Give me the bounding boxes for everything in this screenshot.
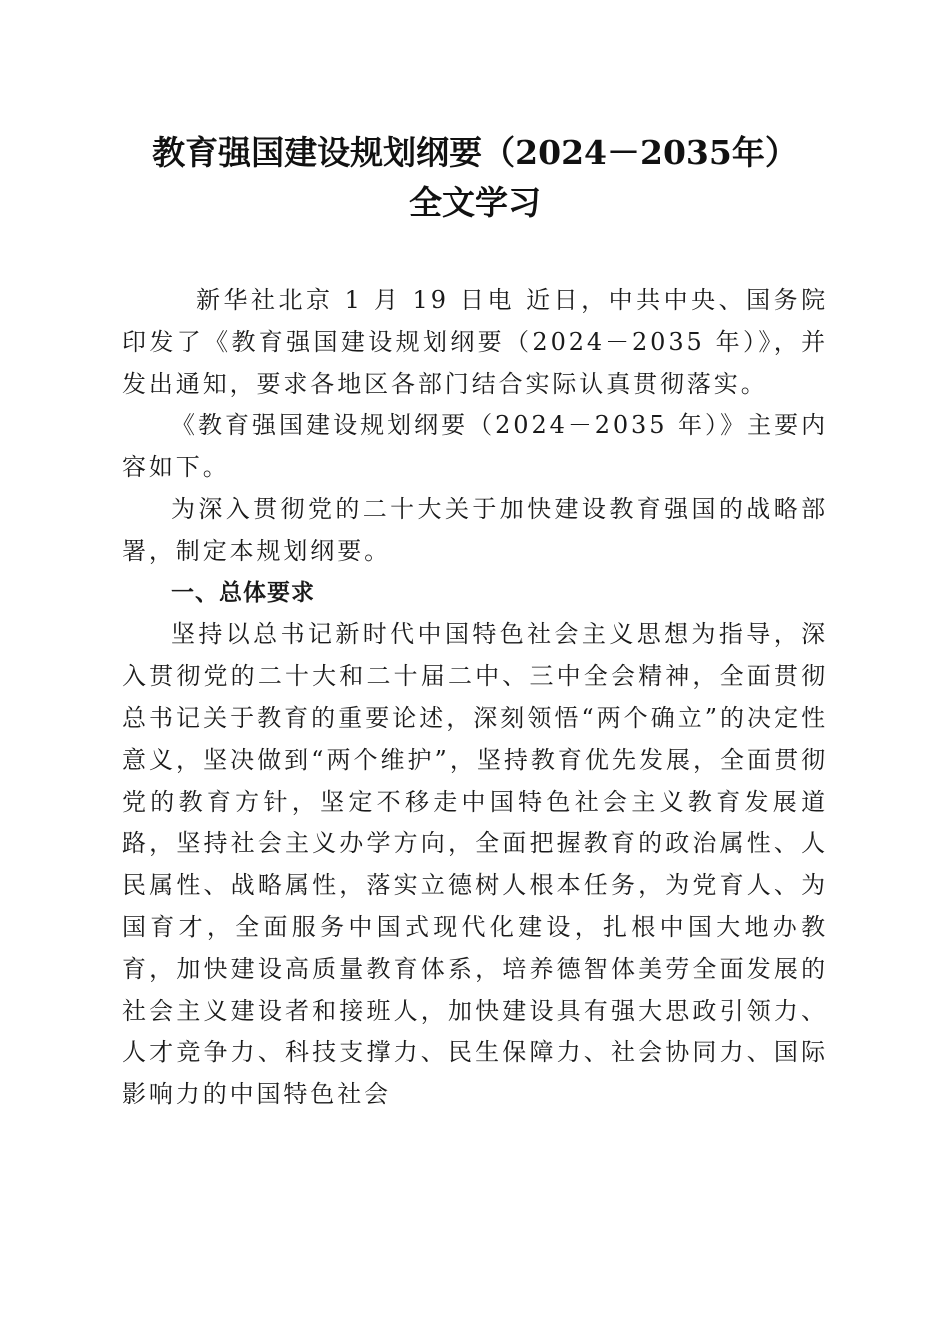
paragraph-news-lead: 新华社北京 1 月 19 日电 近日，中共中央、国务院印发了《教育强国建设规划纲要（2024－2035 年）》，并发出通知，要求各地区各部门结合实际认真贯彻落实。 xyxy=(122,286,828,398)
paragraph-purpose: 为深入贯彻党的二十大关于加快建设教育强国的战略部署，制定本规划纲要。 xyxy=(122,494,828,565)
section-heading: 一、总体要求 xyxy=(171,579,315,606)
title-line-2: 全文学习 xyxy=(409,183,541,222)
paragraph-section-body: 坚持以总书记新时代中国特色社会主义思想为指导，深入贯彻党的二十大和二十届二中、三中全会精神，全面贯彻总书记关于教育的重要论述，深刻领悟“两个确立”的决定性意义，坚决做到“两个维护”，坚持教育优先发展，全面贯彻党的教育方针，坚定不移走中国特色社会主义教育发展道路，坚持社会主义办学方向，全面把握教育的政治属性、人民属性、战略属性，落实立德树人根本任务，为党育人、为国育才，全面服务中国式现代化建设，扎根中国大地办教育，加快建设高质量教育体系，培养德智体美劳全面发展的社会主义建设者和接班人，加快建设具有强大思政引领力、人才竞争力、科技支撑力、民生保障力、社会协同力、国际影响力的中国特色社会 xyxy=(122,620,828,1109)
document-title xyxy=(0,128,950,228)
title-line-1: 教育强国建设规划纲要（2024－2035年） xyxy=(152,133,798,172)
paragraph-content-intro: 《教育强国建设规划纲要（2024－2035 年）》主要内容如下。 xyxy=(122,411,828,482)
document-body xyxy=(122,280,828,1116)
